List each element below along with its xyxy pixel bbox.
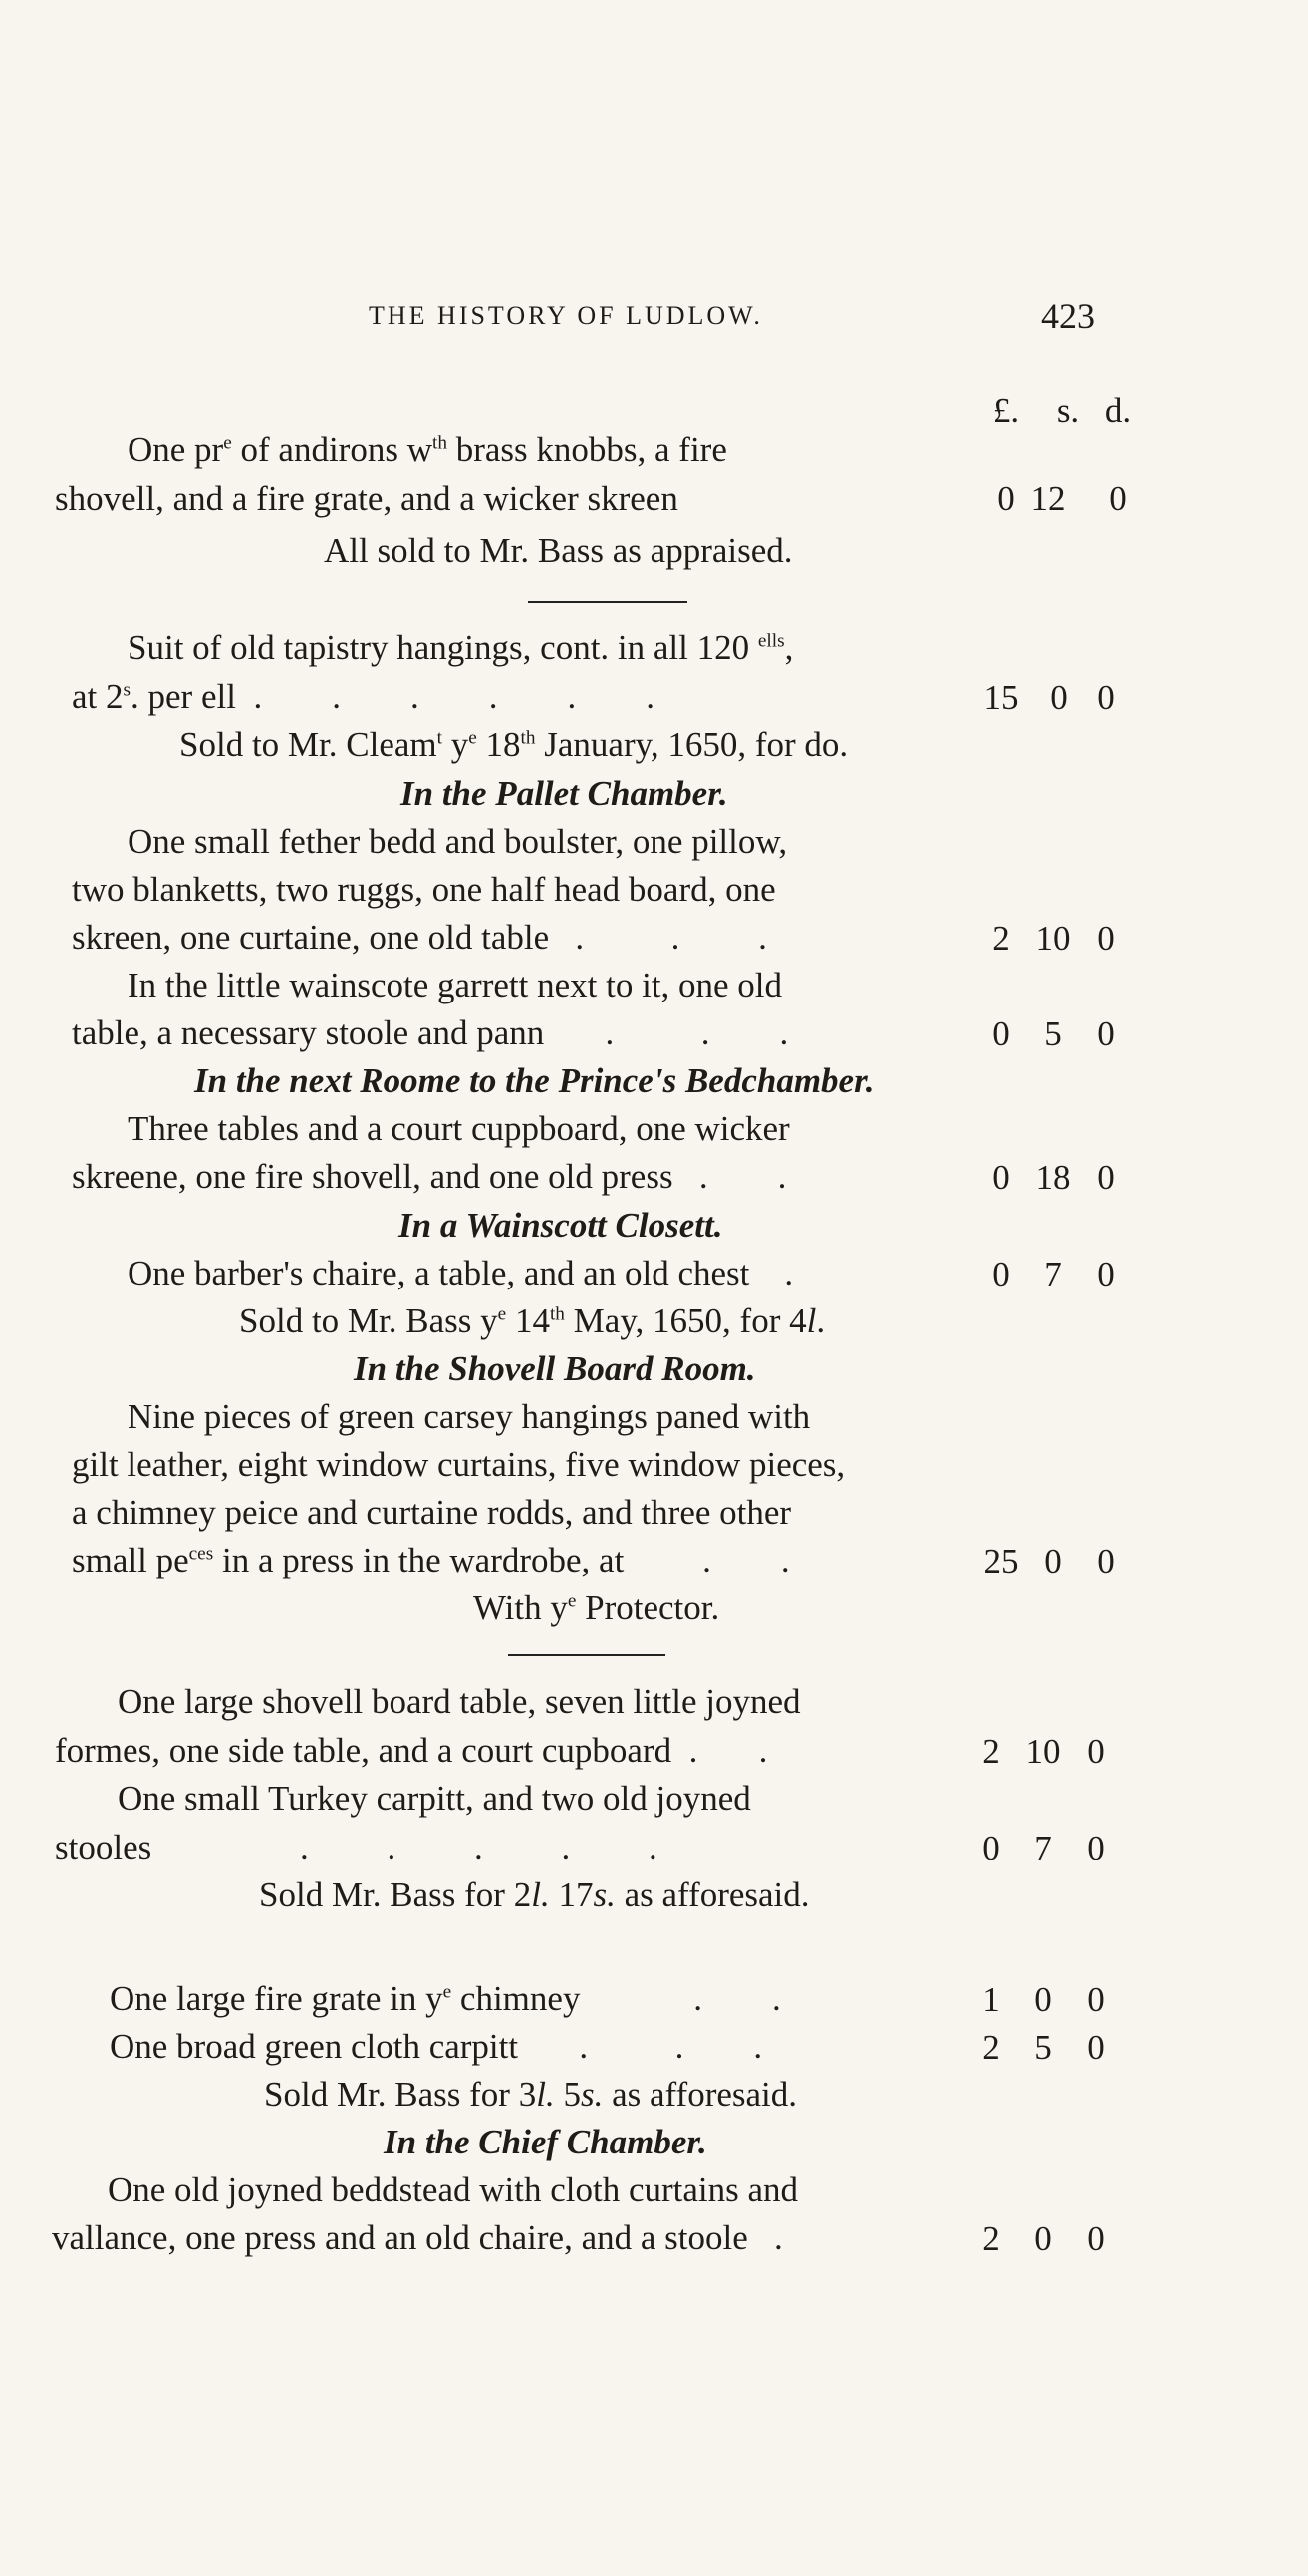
item-text: skreen, one curtaine, one old table <box>72 918 550 957</box>
section-heading: In the Chief Chamber. <box>384 2123 707 2161</box>
item-text: 17 <box>549 1875 594 1914</box>
shillings: 0 <box>1044 1542 1062 1580</box>
amount <box>946 1980 1166 2020</box>
pounds: 25 <box>983 1542 1019 1580</box>
section-heading: In the Pallet Chamber. <box>400 774 728 813</box>
item-text: skreene, one fire shovell, and one old press <box>72 1157 673 1196</box>
list-item: One small Turkey carpitt, and two old joyned <box>118 1779 751 1818</box>
item-text: brass knobbs, a fire <box>446 430 727 469</box>
amount <box>956 1014 1176 1054</box>
amount <box>946 2219 1166 2259</box>
superscript: ells <box>757 630 785 652</box>
leader-dots: . . <box>624 1541 790 1579</box>
list-item <box>128 430 727 470</box>
running-title: THE HISTORY OF LUDLOW. <box>369 301 763 330</box>
pence-header: d. <box>1104 391 1132 429</box>
list-item-cont: a chimney peice and curtaine rodds, and three other <box>72 1493 792 1532</box>
item-text: of andirons w <box>231 430 432 469</box>
list-item-cont <box>55 1731 767 1771</box>
list-item: One old joyned beddstead with cloth curtains and <box>108 2170 799 2209</box>
shillings: 12 <box>1030 479 1066 518</box>
item-text: formes, one side table, and a court cupboard <box>55 1731 672 1770</box>
leader-dots: . . <box>672 1157 787 1196</box>
item-text: stooles <box>55 1828 152 1866</box>
leader-dots: . <box>747 2218 783 2257</box>
pence: 0 <box>1087 2028 1105 2067</box>
item-text: at 2 <box>72 677 124 716</box>
list-item-cont <box>55 1828 657 1867</box>
amount <box>956 1158 1176 1198</box>
superscript: e <box>442 1981 452 2003</box>
list-item <box>128 1254 793 1293</box>
italic-text: l. <box>536 2075 555 2114</box>
section-heading: In a Wainscott Closett. <box>398 1206 723 1245</box>
item-text: 14 <box>506 1301 550 1340</box>
leader-dots: . . . <box>518 2027 763 2066</box>
pounds: 1 <box>982 1980 1000 2019</box>
superscript: e <box>497 1303 507 1325</box>
shillings: 7 <box>1044 1255 1062 1293</box>
sale-note <box>473 1588 719 1628</box>
item-text: vallance, one press and an old chaire, and a stoole <box>52 2218 748 2257</box>
shillings: 0 <box>1034 2219 1052 2258</box>
leader-dots: . . <box>580 1979 781 2018</box>
item-text: One pr <box>128 430 224 469</box>
list-item-cont <box>72 1013 788 1053</box>
item-text: 18 <box>476 725 521 764</box>
item-text: With y <box>473 1588 568 1627</box>
pounds: 0 <box>992 1158 1010 1197</box>
list-item: Nine pieces of green carsey hangings paned with <box>128 1397 811 1436</box>
item-text: as afforesaid. <box>603 2075 798 2114</box>
superscript: t <box>436 727 442 749</box>
list-item: One large shovell board table, seven little joyned <box>118 1682 801 1721</box>
list-item <box>110 2027 762 2067</box>
amount <box>971 479 1171 519</box>
italic-text: l <box>806 1301 817 1340</box>
item-text: Sold Mr. Bass for 2 <box>259 1875 532 1914</box>
amount <box>956 1542 1176 1581</box>
list-item-cont <box>52 2218 783 2258</box>
pounds: 2 <box>982 2219 1000 2258</box>
pounds: 0 <box>992 1255 1010 1293</box>
item-text: . <box>816 1301 826 1340</box>
item-text: January, 1650, for do. <box>535 725 849 764</box>
shillings: 18 <box>1035 1158 1071 1197</box>
superscript: e <box>468 727 477 749</box>
leader-dots: . . . <box>549 918 767 957</box>
item-text: 5 <box>554 2075 581 2114</box>
amount <box>946 1829 1166 1868</box>
pence: 0 <box>1097 1542 1115 1580</box>
superscript: ces <box>188 1543 214 1565</box>
currency-header <box>971 391 1171 430</box>
item-text: y <box>441 725 469 764</box>
shillings: 0 <box>1050 678 1068 716</box>
pounds: 15 <box>983 678 1019 716</box>
shillings-header: s. <box>1056 391 1080 429</box>
list-item-cont <box>72 1541 790 1580</box>
pounds-header: £. <box>992 391 1020 429</box>
sale-note: All sold to Mr. Bass as appraised. <box>324 531 793 570</box>
list-item-cont <box>72 918 767 958</box>
sale-note <box>259 1875 810 1915</box>
pence: 0 <box>1097 1255 1115 1293</box>
shillings: 0 <box>1034 1980 1052 2019</box>
item-text: Protector. <box>576 1588 720 1627</box>
list-item-cont: two blanketts, two ruggs, one half head board, one <box>72 870 776 909</box>
list-item <box>128 628 793 668</box>
leader-dots: . . . <box>544 1013 789 1052</box>
leader-dots: . <box>749 1254 794 1292</box>
item-text: chimney <box>451 1979 581 2018</box>
item-text: One barber's chaire, a table, and an old chest <box>128 1254 750 1292</box>
sale-note <box>239 1301 825 1341</box>
page-number: 423 <box>1041 296 1095 336</box>
amount <box>956 919 1176 959</box>
item-text: in a press in the wardrobe, at <box>213 1541 625 1579</box>
pounds: 0 <box>982 1829 1000 1867</box>
item-text: as afforesaid. <box>615 1875 810 1914</box>
pence: 0 <box>1097 919 1115 958</box>
pence: 0 <box>1097 1158 1115 1197</box>
superscript: e <box>223 432 232 454</box>
pounds: 0 <box>997 479 1015 518</box>
amount <box>956 678 1176 717</box>
pence: 0 <box>1097 1014 1115 1053</box>
pounds: 2 <box>982 1732 1000 1771</box>
item-text: small pe <box>72 1541 189 1579</box>
superscript: th <box>431 432 447 454</box>
item-text: . per ell <box>131 677 236 716</box>
list-item-cont <box>72 677 654 716</box>
pence: 0 <box>1087 1732 1105 1771</box>
amount <box>956 1255 1176 1294</box>
divider <box>528 601 687 603</box>
shillings: 5 <box>1034 2028 1052 2067</box>
list-item-cont: shovell, and a fire grate, and a wicker skreen <box>55 479 678 518</box>
italic-text: l. <box>531 1875 550 1914</box>
leader-dots: . . <box>671 1731 768 1770</box>
pence: 0 <box>1109 479 1127 518</box>
pence: 0 <box>1087 2219 1105 2258</box>
italic-text: s. <box>580 2075 604 2114</box>
shillings: 10 <box>1025 1732 1061 1771</box>
item-text: One broad green cloth carpitt <box>110 2027 519 2066</box>
item-text: Sold to Mr. Cleam <box>179 725 437 764</box>
shillings: 7 <box>1034 1829 1052 1867</box>
item-text: May, 1650, for 4 <box>564 1301 807 1340</box>
sale-note <box>179 725 848 765</box>
list-item-cont: gilt leather, eight window curtains, five window pieces, <box>72 1445 846 1484</box>
item-text: Sold to Mr. Bass y <box>239 1301 498 1340</box>
list-item <box>110 1979 781 2019</box>
italic-text: s. <box>593 1875 616 1914</box>
list-item: Three tables and a court cuppboard, one wicker <box>128 1109 790 1148</box>
superscript: th <box>549 1303 565 1325</box>
amount <box>946 1732 1166 1772</box>
shillings: 10 <box>1035 919 1071 958</box>
item-text: , <box>784 628 794 667</box>
pounds: 2 <box>992 919 1010 958</box>
leader-dots: . . . . . . <box>235 677 654 716</box>
superscript: s <box>123 679 131 701</box>
pence: 0 <box>1097 678 1115 716</box>
leader-dots: . . . . . <box>151 1828 657 1866</box>
item-text: table, a necessary stoole and pann <box>72 1013 545 1052</box>
shillings: 5 <box>1044 1014 1062 1053</box>
pounds: 0 <box>992 1014 1010 1053</box>
pounds: 2 <box>982 2028 1000 2067</box>
superscript: e <box>567 1590 577 1612</box>
divider <box>508 1654 665 1656</box>
list-item-cont <box>72 1157 786 1197</box>
sale-note <box>264 2075 797 2115</box>
list-item: In the little wainscote garrett next to it, one old <box>128 966 783 1004</box>
pence: 0 <box>1087 1980 1105 2019</box>
item-text: One large fire grate in y <box>110 1979 443 2018</box>
item-text: Suit of old tapistry hangings, cont. in all 120 <box>128 628 758 667</box>
section-heading: In the next Roome to the Prince's Bedchamber. <box>194 1061 875 1100</box>
item-text: Sold Mr. Bass for 3 <box>264 2075 537 2114</box>
list-item: One small fether bedd and boulster, one pillow, <box>128 822 788 861</box>
superscript: th <box>520 727 536 749</box>
pence: 0 <box>1087 1829 1105 1867</box>
amount <box>946 2028 1166 2068</box>
section-heading: In the Shovell Board Room. <box>354 1349 756 1388</box>
